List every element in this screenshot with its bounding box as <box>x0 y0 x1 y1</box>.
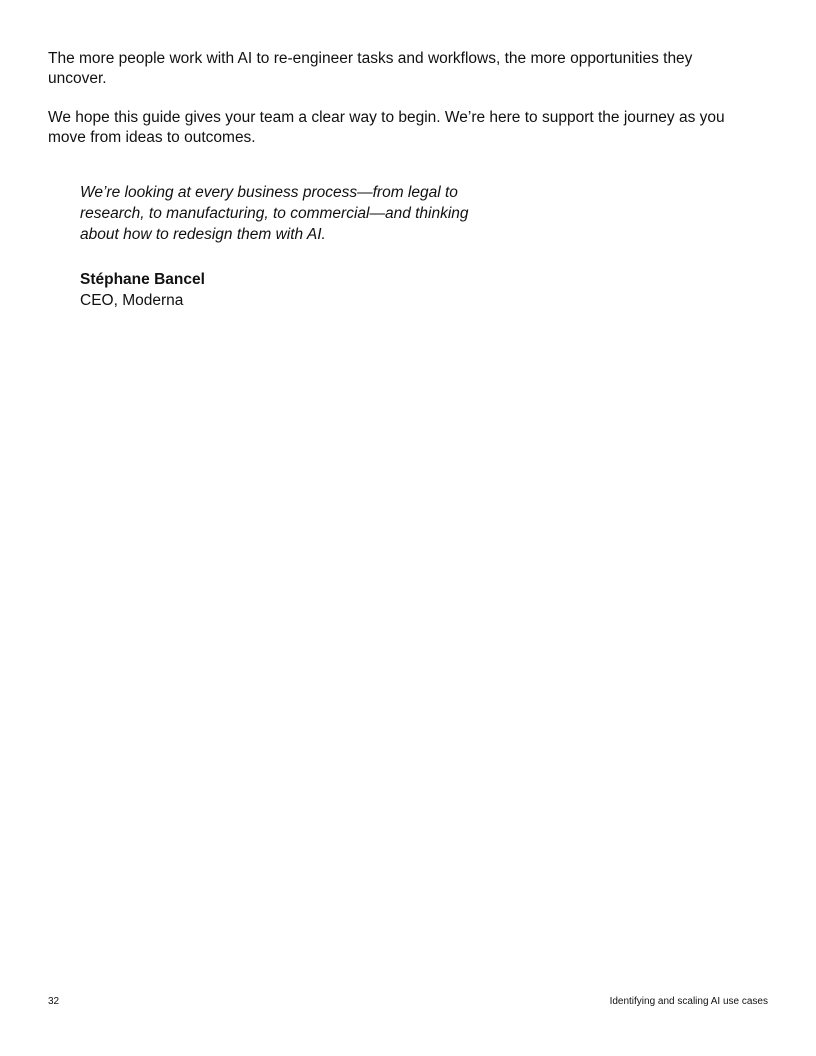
body-paragraph-1: The more people work with AI to re-engineer tasks and workflows, the more opportunities they uncover. <box>48 50 693 87</box>
page-number: 32 <box>48 996 60 1007</box>
quote-author-role: CEO, Moderna <box>80 292 184 309</box>
pull-quote <box>80 182 480 311</box>
quote-author: Stéphane Bancel <box>80 271 205 288</box>
quote-text: We’re looking at every business process—from legal to research, to manufacturing, to commercial—and thinking about how to redesign them with AI. <box>80 184 469 243</box>
footer-section-title: Identifying and scaling AI use cases <box>609 996 768 1007</box>
body-paragraph-2: We hope this guide gives your team a clear way to begin. We’re here to support the journey as you move from ideas to outcomes. <box>48 109 725 146</box>
